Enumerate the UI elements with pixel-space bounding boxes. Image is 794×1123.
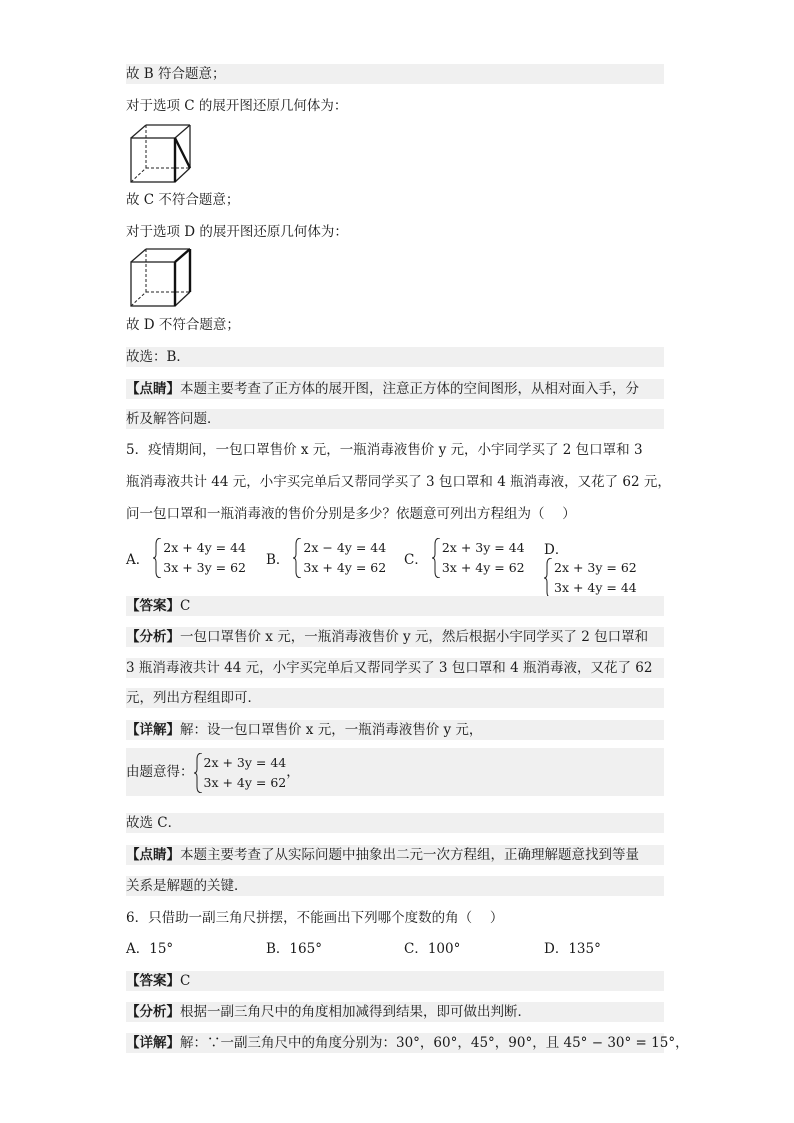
option-label: D． bbox=[544, 542, 569, 558]
brace-icon bbox=[432, 538, 441, 578]
text-line: 析及解答问题． bbox=[126, 409, 664, 429]
option-2 bbox=[404, 538, 525, 578]
analysis-text: 一包口罩售价 x 元，一瓶消毒液售价 y 元，然后根据小宇同学买了 2 包口罩和 bbox=[180, 629, 649, 645]
detail-system-line bbox=[126, 748, 664, 796]
question-5-line: 瓶消毒液共计 44 元，小宇买完单后又帮同学买了 3 包口罩和 4 瓶消毒液，又花了 62 元， bbox=[126, 474, 671, 490]
option-2: C．100° bbox=[404, 941, 461, 957]
brace-icon bbox=[194, 753, 203, 793]
detail-text: 解：设一包口罩售价 x 元，一瓶消毒液售价 y 元， bbox=[180, 722, 483, 738]
equation: 3x + 4y = 62 bbox=[303, 560, 387, 575]
note-line bbox=[126, 379, 664, 399]
option-3: D．135° bbox=[544, 941, 601, 957]
answer-value: C bbox=[180, 973, 191, 989]
option-0: A．15° bbox=[126, 941, 174, 957]
equation: 3x + 3y = 62 bbox=[163, 560, 247, 575]
equation: 2x + 3y = 62 bbox=[554, 560, 637, 575]
detail-line bbox=[126, 720, 664, 740]
option-0 bbox=[126, 538, 246, 578]
equation: 2x + 3y = 44 bbox=[203, 754, 287, 770]
analysis-line: 3 瓶消毒液共计 44 元，小宇买完单后又帮同学买了 3 包口罩和 4 瓶消毒液，又花了 62 bbox=[126, 658, 664, 678]
analysis-line: 元，列出方程组即可． bbox=[126, 688, 664, 708]
text-line: 对于选项 C 的展开图还原几何体为： bbox=[126, 98, 348, 114]
analysis-line bbox=[126, 627, 664, 647]
cube-figure-c bbox=[130, 124, 192, 184]
cube-figure-d bbox=[130, 248, 192, 308]
brace-icon bbox=[293, 538, 302, 578]
equation-system bbox=[293, 538, 386, 578]
note-tag: 【点睛】 bbox=[126, 381, 180, 397]
equation: 2x + 3y = 44 bbox=[441, 540, 525, 555]
option-label: A． bbox=[126, 552, 150, 568]
analysis-tag: 【分析】 bbox=[126, 1004, 180, 1020]
brace-icon bbox=[544, 558, 553, 598]
note-line bbox=[126, 845, 664, 865]
option-3 bbox=[544, 538, 664, 598]
text-line: 故 B 符合题意； bbox=[126, 64, 664, 84]
equation-system bbox=[432, 538, 525, 578]
equation: 3x + 4y = 44 bbox=[554, 580, 637, 595]
brace-icon bbox=[153, 538, 162, 578]
option-1 bbox=[266, 538, 386, 578]
note-text: 本题主要考查了正方体的展开图，注意正方体的空间图形，从相对面入手，分 bbox=[180, 381, 639, 397]
detail-equation-system bbox=[194, 753, 287, 793]
equation-system bbox=[544, 558, 637, 598]
equation: 3x + 4y = 62 bbox=[441, 560, 525, 575]
analysis-tag: 【分析】 bbox=[126, 629, 180, 645]
equation-system bbox=[153, 538, 246, 578]
answer-value: C bbox=[180, 598, 191, 614]
detail-tag: 【详解】 bbox=[126, 1035, 180, 1051]
note-tag: 【点睛】 bbox=[126, 847, 180, 863]
option-1: B．165° bbox=[266, 941, 322, 957]
question-5-options bbox=[126, 536, 664, 595]
answer-tag: 【答案】 bbox=[126, 598, 180, 614]
detail-prefix: 由题意得： bbox=[126, 764, 194, 780]
text-line: 故选：B． bbox=[126, 347, 664, 367]
detail-text: 解：∵一副三角尺中的角度分别为：30°，60°，45°，90°，且 45° − 30° = 15°， bbox=[180, 1035, 689, 1051]
answer-line bbox=[126, 596, 664, 616]
text-line: 故 C 不符合题意； bbox=[126, 192, 240, 208]
analysis-text: 根据一副三角尺中的角度相加减得到结果，即可做出判断． bbox=[180, 1004, 531, 1020]
note-text: 本题主要考查了从实际问题中抽象出二元一次方程组，正确理解题意找到等量 bbox=[180, 847, 639, 863]
text-line: 故选 C． bbox=[126, 813, 664, 833]
question-6-line: 6．只借助一副三角尺拼摆，不能画出下列哪个度数的角（ ） bbox=[126, 910, 504, 926]
note-line: 关系是解题的关键． bbox=[126, 876, 664, 896]
option-label: C． bbox=[404, 552, 428, 568]
question-6-options bbox=[126, 939, 664, 959]
question-5-line: 问一包口罩和一瓶消毒液的售价分别是多少？依题意可列出方程组为（ ） bbox=[126, 506, 576, 522]
answer-line bbox=[126, 971, 664, 991]
detail-tag: 【详解】 bbox=[126, 722, 180, 738]
text-line: 故 D 不符合题意； bbox=[126, 317, 240, 333]
analysis-line bbox=[126, 1002, 664, 1022]
option-label: B． bbox=[266, 552, 290, 568]
detail-suffix: ， bbox=[286, 764, 300, 780]
equation: 2x + 4y = 44 bbox=[163, 540, 247, 555]
equation: 3x + 4y = 62 bbox=[203, 774, 287, 790]
detail-line bbox=[126, 1033, 689, 1053]
answer-tag: 【答案】 bbox=[126, 973, 180, 989]
text-line: 对于选项 D 的展开图还原几何体为： bbox=[126, 224, 348, 240]
equation: 2x − 4y = 44 bbox=[303, 540, 387, 555]
question-5-line: 5．疫情期间，一包口罩售价 x 元，一瓶消毒液售价 y 元，小宇同学买了 2 包口罩和 3 bbox=[126, 442, 643, 458]
